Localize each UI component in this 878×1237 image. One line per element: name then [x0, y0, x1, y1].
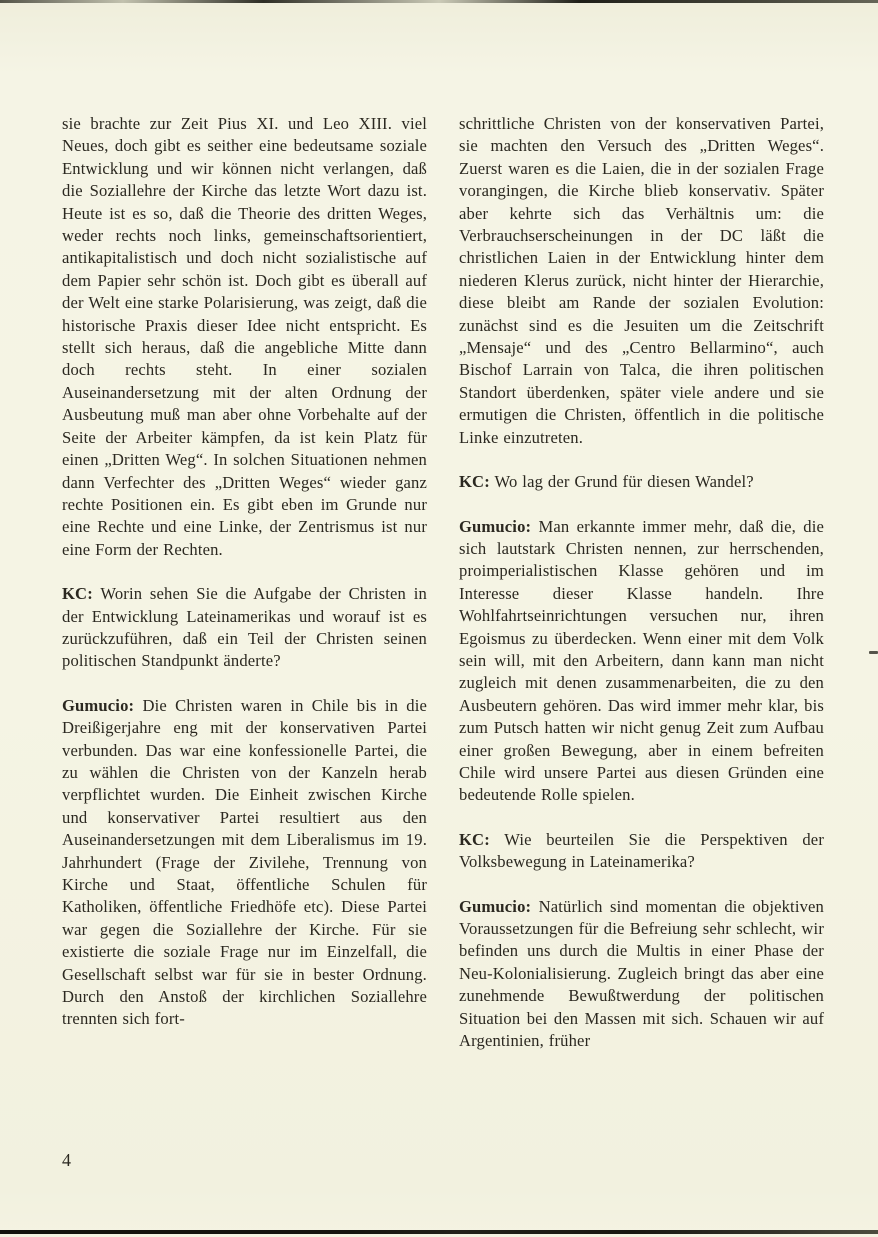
paragraph-text: Die Christen waren in Chile bis in die Dreißigerjahre eng mit der konservativen Partei verbunden. Das war eine konfessionelle Partei, die zu wählen die Christen von der Kanzeln herab verpflichtet wurden. Die Einheit zwischen Kirche und konservativer Partei resultiert aus den Auseinandersetzungen mit dem Liberalismus im 19. Jahrhundert (Frage der Zivilehe, Trennung von Kirche und Staat, öffentliche Schulen für Katholiken, öffentliche Friedhöfe etc). Diese Partei war gegen die Soziallehre der Kirche. Für sie existierte die soziale Frage nur im Einzelfall, die Gesellschaft selbst war für sie in bester Ordnung. Durch den Anstoß der kirchlichen Soziallehre trennten sich fort- [62, 695, 427, 1029]
paragraph [459, 896, 824, 1053]
left-column [62, 113, 427, 1052]
paragraph [459, 516, 824, 807]
page-number: 4 [62, 1150, 71, 1170]
right-column [459, 113, 824, 1052]
paragraph-text: Wo lag der Grund für diesen Wandel? [494, 472, 754, 492]
speaker-label: Gumucio: [62, 695, 135, 715]
speaker-label: Gumucio: [459, 896, 532, 916]
speaker-label: KC: [459, 472, 490, 492]
paragraph-text: Worin sehen Sie die Aufgabe der Christen in der Entwicklung Lateinamerikas und worauf ist es zurückzuführen, daß ein Teil der Christen seinen politischen Standpunkt änderte? [62, 584, 427, 671]
text-columns [62, 113, 824, 1052]
paragraph [62, 113, 427, 561]
scan-edge-artifact-top [0, 0, 878, 3]
paragraph [62, 695, 427, 1031]
paragraph [459, 113, 824, 449]
scan-edge-artifact-right [869, 651, 878, 654]
paragraph [459, 471, 824, 493]
speaker-label: Gumucio: [459, 516, 532, 536]
speaker-label: KC: [459, 829, 490, 849]
paragraph-text: Wie beurteilen Sie die Perspektiven der Volksbewegung in Lateinamerika? [459, 829, 824, 872]
paragraph [62, 583, 427, 673]
paragraph-text: Natürlich sind momentan die objektiven Voraussetzungen für die Befreiung sehr schlecht, wir befinden uns durch die Multis in einer Phase der Neu-Kolonialisierung. Zugleich bringt das aber eine zunehmende Bewußtwerdung der politischen Situation bei den Massen mit sich. Schauen wir auf Argentinien, früher [459, 896, 824, 1051]
paragraph-text: sie brachte zur Zeit Pius XI. und Leo XIII. viel Neues, doch gibt es seither eine bedeutsame soziale Entwicklung und wir können nicht verlangen, daß die Soziallehre der Kirche das letzte Wort dazu ist. Heute ist es so, daß die Theorie des dritten Weges, weder rechts noch links, gemeinschaftsorientiert, antikapitalistisch und doch nicht sozialistische auf dem Papier sehr schön ist. Doch gibt es überall auf der Welt eine starke Polarisierung, was zeigt, daß die historische Praxis dieser Idee nicht entspricht. Es stellt sich heraus, daß die angebliche Mitte dann doch rechts steht. In einer sozialen Auseinandersetzung mit der alten Ordnung der Ausbeutung muß man aber ohne Vorbehalte auf der Seite der Arbeiter kämpfen, da ist kein Platz für einen „Dritten Weg“. In solchen Situationen nehmen dann Verfechter des „Dritten Weges“ wieder ganz rechte Positionen ein. Es gibt eben im Grunde nur eine Rechte und eine Linke, der Zentrismus ist nur eine Form der Rechten. [62, 114, 427, 559]
paragraph-text: Man erkannte immer mehr, daß die, die sich lautstark Christen nennen, zur herrschenden, proimperialistischen Klasse gehören und im Interesse dieser Klasse handeln. Ihre Wohlfahrtseinrichtungen versuchen nur, ihren Egoismus zu überdecken. Wenn einer mit dem Volk sein will, mit den Arbeitern, dann kann man nicht zugleich mit denen zusammenarbeiten, die zu den Ausbeutern gehören. Das wird immer mehr klar, bis zum Putsch hatten wir nicht genug Zeit zum Aufbau einer großen Bewegung, aber in einem befreiten Chile wird unsere Partei aus diesen Gründen eine bedeutende Rolle spielen. [459, 516, 824, 805]
speaker-label: KC: [62, 584, 93, 604]
scan-edge-artifact-bottom [0, 1230, 878, 1234]
paragraph [459, 829, 824, 874]
paragraph-text: schrittliche Christen von der konservativen Partei, sie machten den Versuch des „Dritten Weges“. Zuerst waren es die Laien, die in der sozialen Frage vorangingen, die Kirche blieb konservativ. Später aber kehrte sich das Verhältnis um: die Verbrauchserscheinungen in der DC läßt die christlichen Laien in der Entwicklung hinter dem niederen Klerus zurück, nicht hinter der Hierarchie, diese bleibt am Rande der sozialen Evolution: zunächst sind es die Jesuiten um die Zeitschrift „Mensaje“ und des „Centro Bellarmino“, auch Bischof Larrain von Talca, die ihren politischen Standort überdenken, später viele andere und sie ermutigen die Christen, öffentlich in die politische Linke einzutreten. [459, 114, 824, 447]
